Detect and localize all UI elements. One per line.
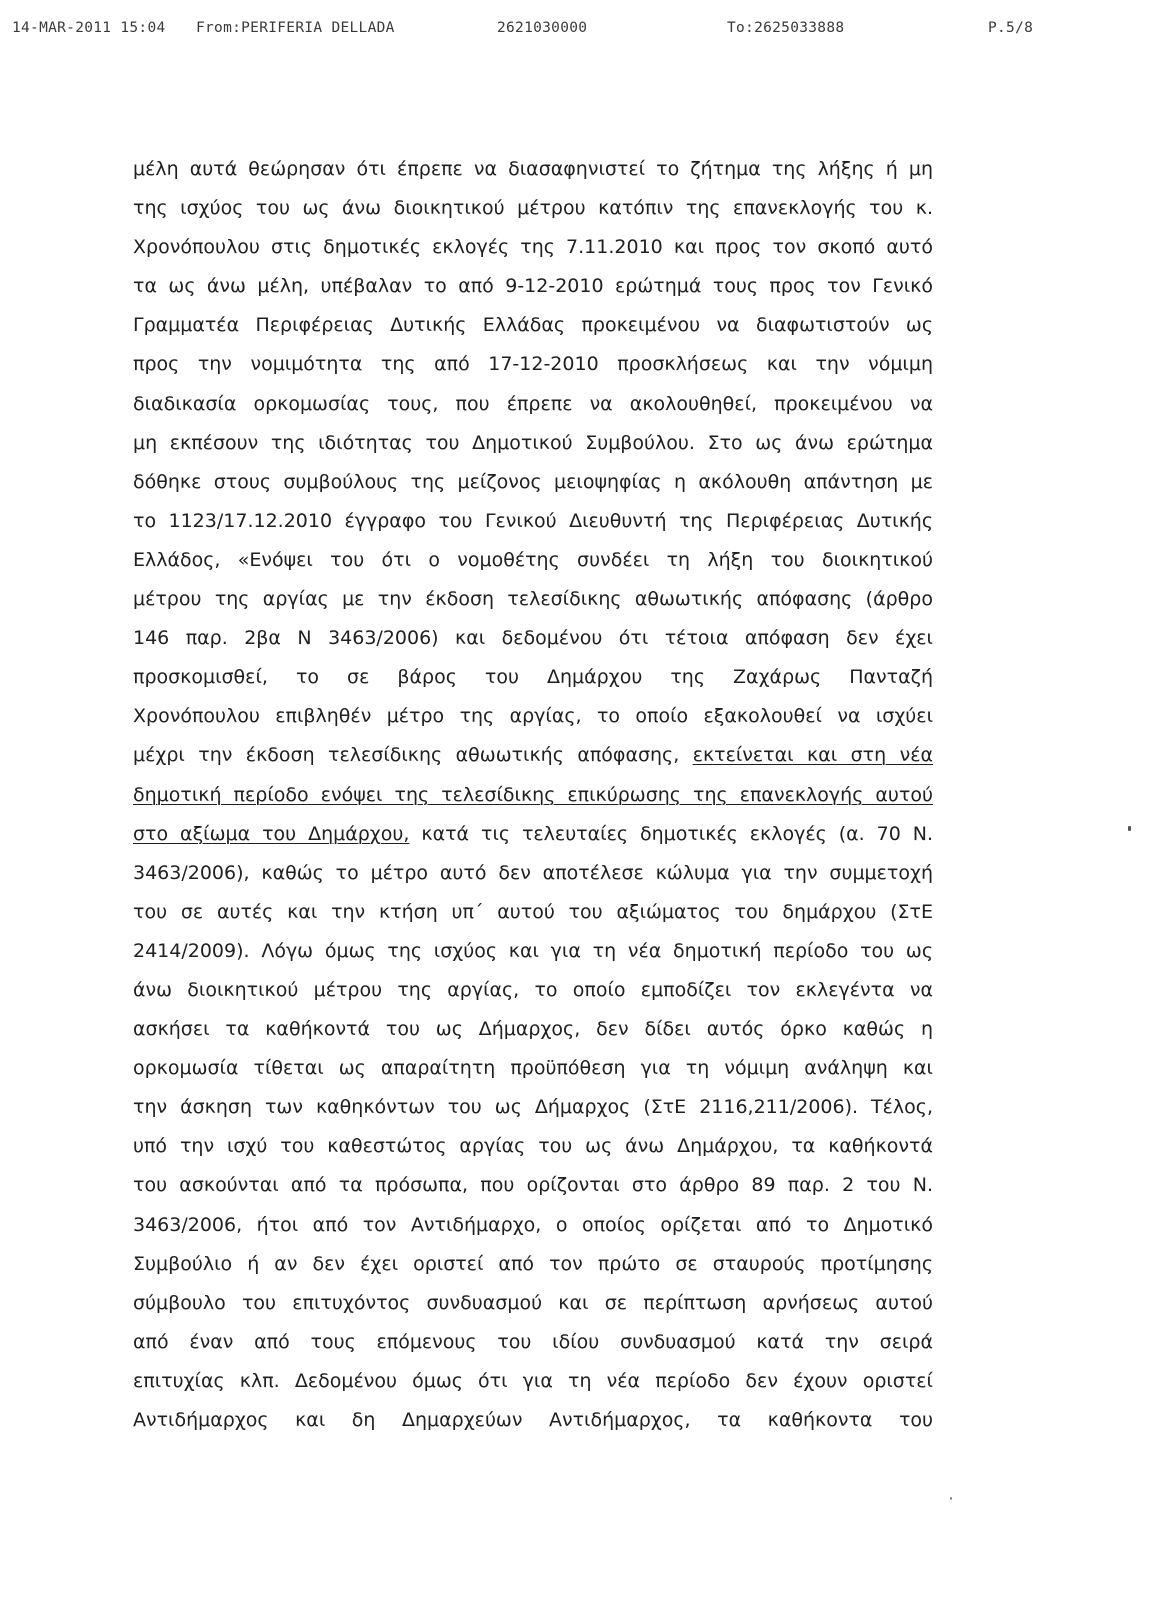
text-line: της ισχύος του ως άνω διοικητικού μέτρου κατόπιν της επανεκλογής του κ. — [133, 197, 933, 220]
text-line: Συμβούλιο ή αν δεν έχει οριστεί από τον πρώτο σε σταυρούς προτίμησης — [133, 1252, 933, 1275]
text-line: μη εκπέσουν της ιδιότητας του Δημοτικού Συμβούλου. Στο ως άνω ερώτημα — [133, 431, 933, 454]
text-line — [133, 776, 933, 815]
underlined-text-segment: στο αξίωμα του Δημάρχου, — [133, 822, 410, 845]
underlined-text-segment: δημοτική περίοδο ενόψει της τελεσίδικης επικύρωσης της επανεκλογής αυτού — [133, 783, 933, 806]
text-line: ορκομωσία τίθεται ως απαραίτητη προϋπόθεση για τη νόμιμη ανάληψη και — [133, 1057, 933, 1080]
text-segment: μέχρι την έκδοση τελεσίδικης αθωωτικής απόφασης, — [133, 744, 693, 767]
fax-datetime: 14-MAR-2011 15:04 — [12, 20, 166, 36]
text-line: προσκομισθεί, το σε βάρος του Δημάρχου της Ζαχάρως Πανταζή — [133, 666, 933, 689]
text-line: Χρονόπουλου επιβληθέν μέτρο της αργίας, το οποίο εξακολουθεί να ισχύει — [133, 705, 933, 728]
underlined-text-segment: εκτείνεται και στη νέα — [692, 744, 933, 767]
text-line: άνω διοικητικού μέτρου της αργίας, το οποίο εμποδίζει τον εκλεγέντα να — [133, 978, 933, 1001]
text-line: Αντιδήμαρχος και δη Δημαρχεύων Αντιδήμαρχος, τα καθήκοντα του — [133, 1409, 933, 1431]
text-segment: κατά τις τελευταίες δημοτικές εκλογές (α. 70 Ν. — [409, 822, 933, 845]
text-line: μέτρου της αργίας με την έκδοση τελεσίδικης αθωωτικής απόφασης (άρθρο — [133, 588, 933, 611]
text-line: 3463/2006, ήτοι από τον Αντιδήμαρχο, ο οποίος ορίζεται από το Δημοτικό — [133, 1213, 933, 1236]
text-line: σύμβουλο του επιτυχόντος συνδυασμού και σε περίπτωση αρνήσεως αυτού — [133, 1291, 933, 1314]
fax-sender-number: 2621030000 — [497, 20, 588, 36]
text-line — [133, 736, 933, 775]
text-line: από έναν από τους επόμενους του ιδίου συνδυασμού κατά την σειρά — [133, 1330, 933, 1353]
text-line: διαδικασία ορκομωσίας τους, που έπρεπε να ακολουθηθεί, προκειμένου να — [133, 392, 933, 415]
fax-header — [12, 20, 1151, 42]
text-line: 3463/2006), καθώς το μέτρο αυτό δεν αποτέλεσε κώλυμα για την συμμετοχή — [133, 861, 933, 884]
text-line: του ασκούνται από τα πρόσωπα, που ορίζονται στο άρθρο 89 παρ. 2 του Ν. — [133, 1174, 933, 1197]
text-line: Ελλάδος, «Ενόψει του ότι ο νομοθέτης συνδέει τη λήξη του διοικητικού — [133, 548, 933, 571]
text-line: Χρονόπουλου στις δημοτικές εκλογές της 7.11.2010 και προς τον σκοπό αυτό — [133, 236, 933, 259]
text-line: επιτυχίας κλπ. Δεδομένου όμως ότι για τη νέα περίοδο δεν έχουν οριστεί — [133, 1369, 933, 1392]
text-line: μέλη αυτά θεώρησαν ότι έπρεπε να διασαφηνιστεί το ζήτημα της λήξης ή μη — [133, 158, 933, 180]
scan-speck — [950, 1497, 952, 1500]
scan-speck — [1128, 826, 1131, 831]
text-line: τα ως άνω μέλη, υπέβαλαν το από 9-12-2010 ερώτημά τους προς τον Γενικό — [133, 275, 933, 298]
text-line: ασκήσει τα καθήκοντά του ως Δήμαρχος, δεν δίδει αυτός όρκο καθώς η — [133, 1018, 933, 1041]
fax-sender: From:PERIFERIA DELLADA — [196, 20, 395, 36]
text-line: το 1123/17.12.2010 έγγραφο του Γενικού Διευθυντή της Περιφέρειας Δυτικής — [133, 509, 933, 532]
text-line: Γραμματέα Περιφέρειας Δυτικής Ελλάδας προκειμένου να διαφωτιστούν ως — [133, 314, 933, 337]
text-line: προς την νομιμότητα της από 17-12-2010 προσκλήσεως και την νόμιμη — [133, 353, 933, 376]
text-line: 2414/2009). Λόγω όμως της ισχύος και για τη νέα δημοτική περίοδο του ως — [133, 939, 933, 962]
text-line: υπό την ισχύ του καθεστώτος αργίας του ως άνω Δημάρχου, τα καθήκοντά — [133, 1135, 933, 1158]
text-line: την άσκηση των καθηκόντων του ως Δήμαρχος (ΣτΕ 2116,211/2006). Τέλος, — [133, 1096, 933, 1119]
text-line: 146 παρ. 2βα Ν 3463/2006) και δεδομένου ότι τέτοια απόφαση δεν έχει — [133, 627, 933, 650]
text-line: του σε αυτές και την κτήση υπ΄ αυτού του αξιώματος του δημάρχου (ΣτΕ — [133, 900, 933, 923]
document-body — [133, 150, 933, 1440]
fax-recipient: To:2625033888 — [727, 20, 845, 36]
text-line: δόθηκε στους συμβούλους της μείζονος μειοψηφίας η ακόλουθη απάντηση με — [133, 470, 933, 493]
fax-page-number: P.5/8 — [988, 20, 1034, 36]
text-line — [133, 815, 933, 854]
